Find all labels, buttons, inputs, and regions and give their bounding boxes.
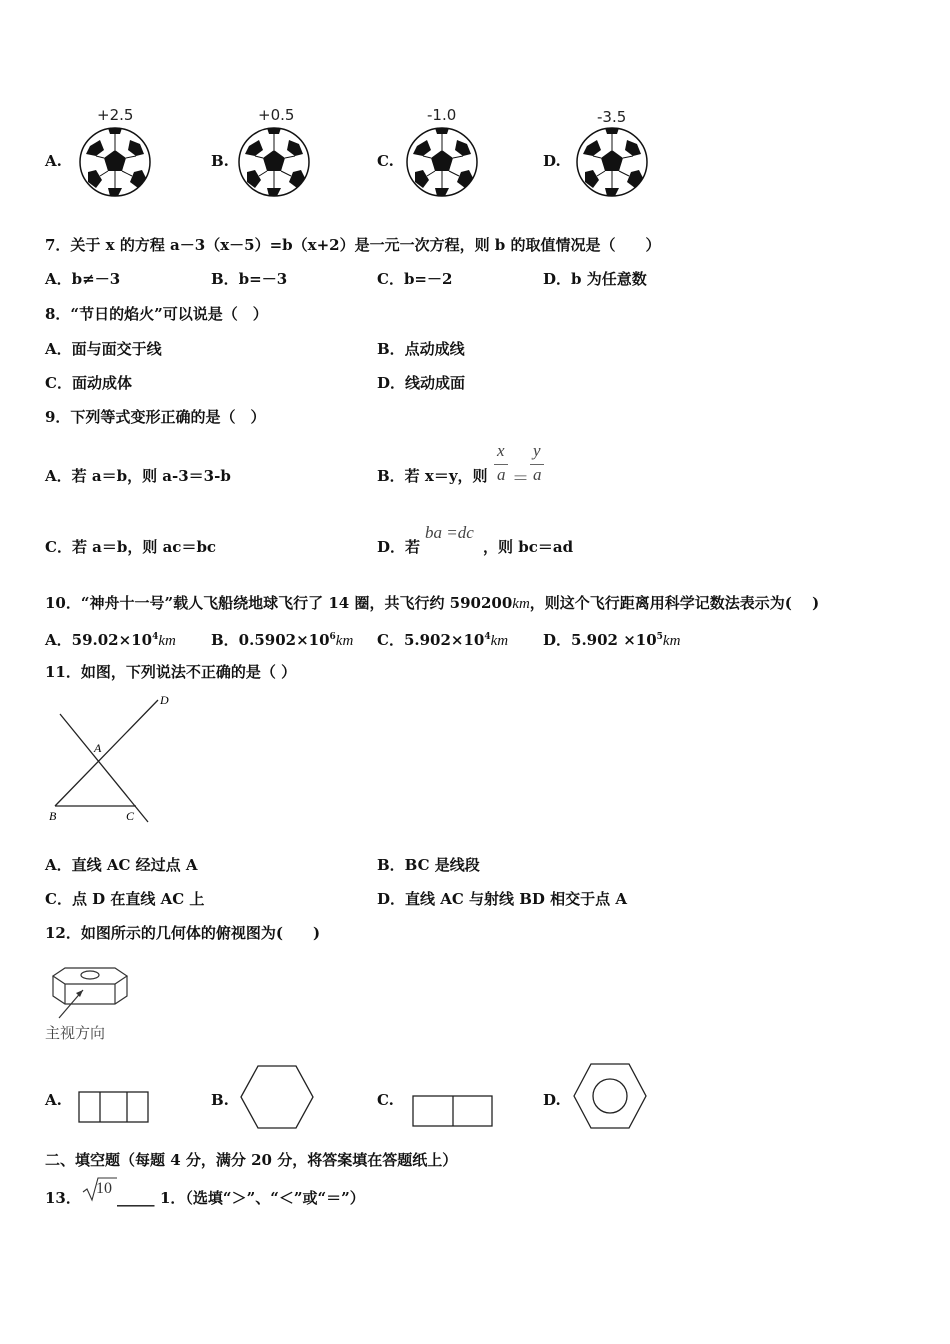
q7-option-d[interactable]: D．b 为任意数 [543,270,647,288]
q8-option-b[interactable]: B．点动成线 [377,340,465,358]
soccer-ball-icon [575,126,649,198]
q10-d-exp: 5 [656,632,663,642]
q9-option-b-prefix: B．若 x＝y，则 [377,467,488,485]
q13-blank[interactable]: _____ [117,1189,155,1207]
q10-c-pre: C．5.902×10 [377,631,485,649]
q11-label-b: B [49,809,57,823]
q10-stem-post: ，则这个飞行距离用科学记数法表示为( ) [529,594,820,612]
q10-a-unit: km [158,633,176,649]
q7-option-b[interactable]: B．b=－3 [211,270,288,288]
q10-a-pre: A．59.02×10 [45,631,153,649]
hex-nut-figure [45,962,135,1022]
q10-c-exp: 4 [484,632,491,642]
q6-option-c-value: -1.0 [427,106,457,124]
q11-label-a: A [94,741,102,755]
q13-number: 13． [45,1189,81,1207]
q8-option-d[interactable]: D．线动成面 [377,374,466,392]
q9-option-d-suffix: ，则 bc＝ad [483,538,574,556]
q10-d-pre: D．5.902 ×10 [543,631,657,649]
q10-stem-pre: 10．“神舟十一号”载人飞船绕地球飞行了 14 圈，共飞行约 590200 [45,594,513,612]
q10-c-unit: km [490,633,509,649]
soccer-ball-icon [78,126,152,198]
q11-figure [40,690,190,830]
q6-option-a-letter: A. [45,152,62,170]
q6-option-d-letter: D. [543,152,561,170]
q11-option-b[interactable]: B．BC 是线段 [377,856,480,874]
q12-option-c-letter[interactable]: C. [377,1091,394,1109]
q10-stem [45,593,819,614]
q7-option-a[interactable]: A．b≠－3 [45,270,121,288]
q10-stem-unit: km [512,596,530,612]
q10-option-a[interactable] [45,627,176,651]
q10-b-exp: 6 [329,632,336,642]
q12-option-b-letter[interactable]: B. [211,1091,229,1109]
q7-stem: 7．关于 x 的方程 a－3（x－5）=b（x+2）是一元一次方程，则 b 的取值情况是（ ） [45,236,661,254]
q12-direction-label: 主视方向 [45,1024,106,1042]
q11-option-c[interactable]: C．点 D 在直线 AC 上 [45,890,205,908]
q10-option-b[interactable] [211,627,353,651]
q6-option-b-letter: B. [211,152,229,170]
q13-rest: 1．（选填“＞”、“＜”或“＝”） [160,1189,365,1207]
q10-b-pre: B．0.5902×10 [211,631,330,649]
q11-label-c: C [126,809,135,823]
q12-option-d-figure[interactable] [572,1062,648,1130]
q11-option-d[interactable]: D．直线 AC 与射线 BD 相交于点 A [377,890,628,908]
q7-option-c[interactable]: C．b=－2 [377,270,453,288]
q10-option-d[interactable] [543,627,680,651]
q9-frac-y-den: a [533,465,542,484]
q12-option-b-figure[interactable] [239,1064,315,1130]
q6-option-c-letter: C. [377,152,394,170]
q10-a-exp: 4 [152,632,159,642]
q9-stem: 9．下列等式变形正确的是（ ） [45,408,266,426]
q10-option-c[interactable] [377,627,508,651]
q12-option-c-figure[interactable] [411,1094,495,1128]
q8-option-c[interactable]: C．面动成体 [45,374,132,392]
q9-frac-eq: ＝ [512,469,529,488]
q10-b-unit: km [335,633,354,649]
q9-frac-x-num: x [497,441,505,460]
q6-option-a-value: +2.5 [97,106,134,124]
q9-option-d-math: ba =dc [425,523,474,542]
q10-d-unit: km [662,633,681,649]
q12-stem: 12．如图所示的几何体的俯视图为( ) [45,924,321,942]
q8-option-a[interactable]: A．面与面交于线 [45,340,162,358]
section-2-title: 二、填空题（每题 4 分，满分 20 分，将答案填在答题纸上） [45,1151,458,1169]
q12-option-a-figure[interactable] [78,1090,150,1124]
soccer-ball-icon [237,126,311,198]
q6-option-b-value: +0.5 [258,106,295,124]
q9-frac-y-num: y [533,441,541,460]
q8-stem: 8．“节日的焰火”可以说是（ ） [45,305,268,323]
q9-option-d-prefix: D．若 [377,538,421,556]
q9-frac-x-den: a [497,465,506,484]
q12-option-d-letter[interactable]: D. [543,1091,561,1109]
q11-label-d: D [160,693,169,707]
q6-option-d-value: -3.5 [597,108,627,126]
q9-option-a[interactable]: A．若 a＝b，则 a-3＝3-b [45,467,231,485]
soccer-ball-icon [405,126,479,198]
q13-radicand: 10 [96,1180,112,1197]
q9-option-c[interactable]: C．若 a＝b，则 ac＝bc [45,538,217,556]
q11-option-a[interactable]: A．直线 AC 经过点 A [45,856,198,874]
q11-stem: 11．如图，下列说法不正确的是（ ） [45,663,297,681]
q12-option-a-letter[interactable]: A. [45,1091,62,1109]
